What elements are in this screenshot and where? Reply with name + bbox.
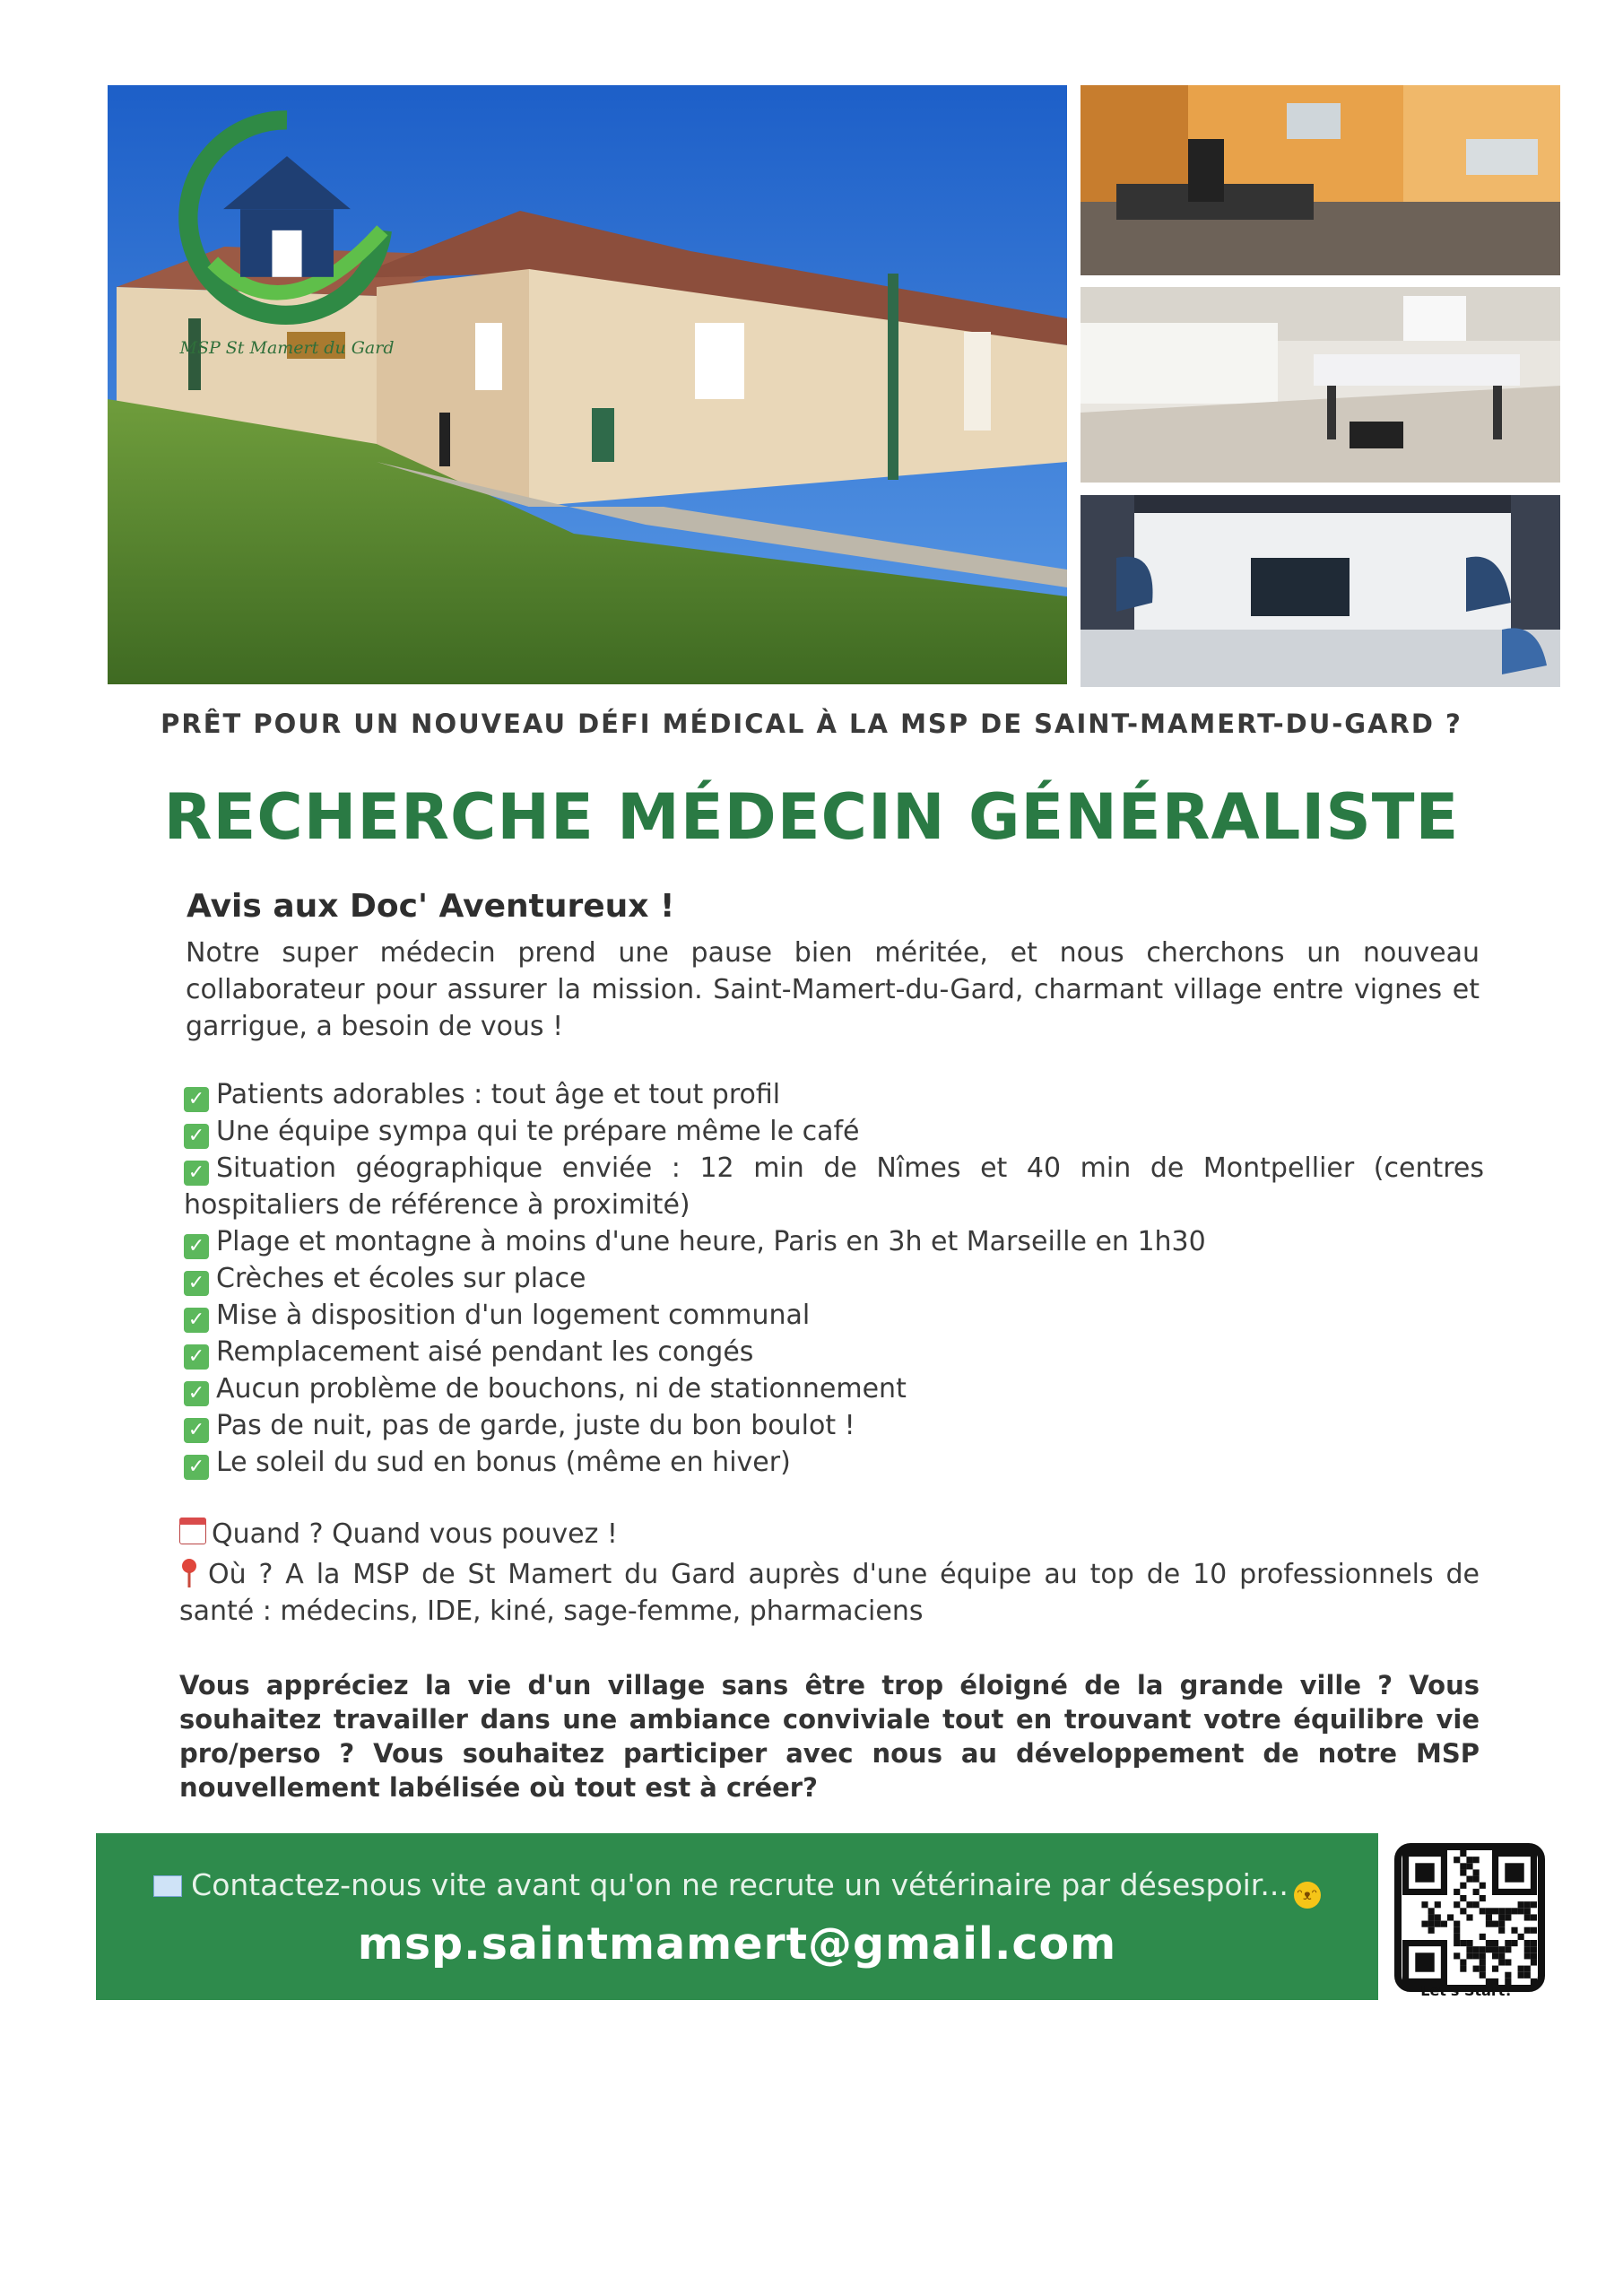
waiting-room-photo — [1081, 495, 1560, 687]
qr-label: Let's Start! — [1420, 1982, 1512, 1999]
list-item: ✓ Le soleil du sud en bonus (même en hiver) — [184, 1444, 1484, 1481]
building-photo — [108, 85, 1067, 684]
intro-paragraph: Notre super médecin prend une pause bien méritée, et nous cherchons un nouveau collaborateur pour assurer la mission. Saint-Mamert-du-Gard, charmant village entre vignes et garrigue, a besoin de vous ! — [186, 937, 1480, 1042]
contact-email[interactable]: msp.saintmamert@gmail.com — [357, 1918, 1117, 1970]
calendar-icon — [179, 1518, 206, 1544]
msp-logo — [170, 103, 404, 358]
list-item: ✓ Une équipe sympa qui te prépare même le café — [184, 1113, 1484, 1150]
check-icon: ✓ — [184, 1087, 209, 1112]
check-icon: ✓ — [184, 1381, 209, 1406]
check-icon: ✓ — [184, 1455, 209, 1480]
benefits-list — [184, 1076, 1484, 1481]
logo-house-icon — [170, 103, 404, 336]
mail-icon — [153, 1875, 182, 1897]
list-item: ✓ Plage et montagne à moins d'une heure, Paris en 3h et Marseille en 1h30 — [184, 1223, 1484, 1260]
laughing-emoji-icon: ᵔᴥᵔ — [1294, 1882, 1321, 1909]
list-item: ✓ Remplacement aisé pendant les congés — [184, 1334, 1484, 1370]
kicker-text: PRÊT POUR UN NOUVEAU DÉFI MÉDICAL À LA MSP DE SAINT-MAMERT-DU-GARD ? — [161, 709, 1462, 739]
list-item: ✓ Patients adorables : tout âge et tout profil — [184, 1076, 1484, 1113]
list-item: ✓ Situation géographique enviée : 12 min de Nîmes et 40 min de Montpellier (centres hospitaliers de référence à proximité) — [184, 1152, 1484, 1221]
exam-room-photo — [1081, 287, 1560, 483]
list-item: ✓ Pas de nuit, pas de garde, juste du bon boulot ! — [184, 1407, 1484, 1444]
where-line: Où ? A la MSP de St Mamert du Gard auprès d'une équipe au top de 10 professionnels de santé : médecins, IDE, kiné, sage-femme, pharmaciens — [179, 1559, 1480, 1627]
qr-code-icon — [1402, 1850, 1538, 1985]
check-icon: ✓ — [184, 1124, 209, 1149]
office-photo — [1081, 85, 1560, 275]
check-icon: ✓ — [184, 1344, 209, 1370]
pin-icon — [179, 1558, 199, 1588]
check-icon: ✓ — [184, 1271, 209, 1296]
check-icon: ✓ — [184, 1308, 209, 1333]
list-item: ✓ Mise à disposition d'un logement communal — [184, 1297, 1484, 1334]
check-icon: ✓ — [184, 1161, 209, 1186]
qr-code[interactable] — [1394, 1843, 1545, 1992]
list-item: ✓ Aucun problème de bouchons, ni de stationnement — [184, 1370, 1484, 1407]
subtitle: Avis aux Doc' Aventureux ! — [187, 888, 675, 925]
contact-line: Contactez-nous vite avant qu'on ne recrute un vétérinaire par désespoir... ᵔᴥᵔ — [96, 1867, 1378, 1909]
when-line: Quand ? Quand vous pouvez ! — [179, 1518, 618, 1550]
check-icon: ✓ — [184, 1234, 209, 1259]
closing-paragraph: Vous appréciez la vie d'un village sans être trop éloigné de la grande ville ? Vous souhaitez travailler dans une ambiance conviviale tout en trouvant votre équilibre vie pro/perso ? Vous souhaitez participer avec nous au développement de notre MSP nouvellement labélisée où tout est à créer? — [179, 1670, 1480, 1803]
list-item: ✓ Crèches et écoles sur place — [184, 1260, 1484, 1297]
check-icon: ✓ — [184, 1418, 209, 1443]
contact-banner — [96, 1833, 1378, 2000]
page-title: RECHERCHE MÉDECIN GÉNÉRALISTE — [163, 780, 1460, 854]
logo-text: MSP St Mamert du Gard — [179, 338, 395, 358]
